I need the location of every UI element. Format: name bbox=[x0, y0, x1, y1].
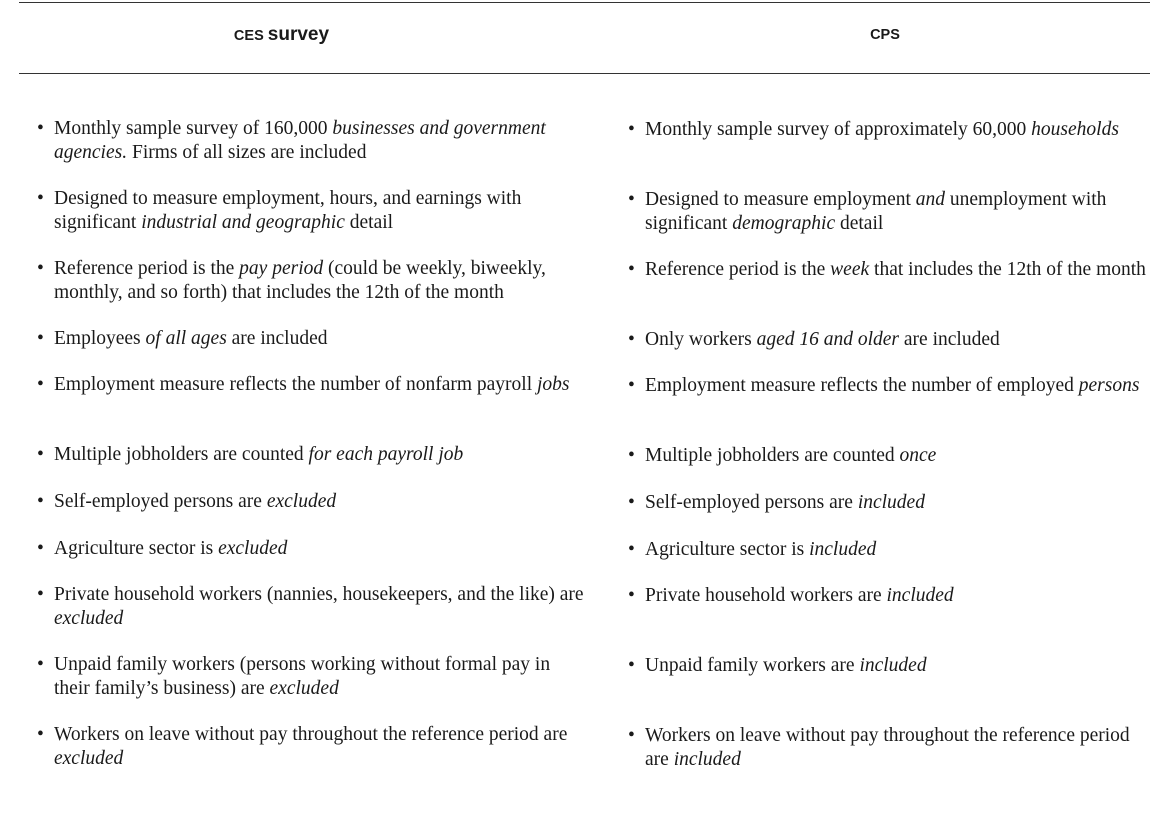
bullet-icon: • bbox=[628, 655, 635, 676]
cps-item-text bbox=[645, 655, 927, 676]
text-run: Self-employed persons are bbox=[54, 491, 267, 512]
cps-list-item bbox=[610, 491, 1155, 515]
italic-text: aged 16 and older bbox=[756, 329, 900, 350]
ces-list-item bbox=[19, 653, 589, 701]
cps-item-text bbox=[645, 492, 925, 513]
text-run: Agriculture sector is bbox=[645, 539, 810, 560]
italic-text: excluded bbox=[269, 678, 339, 699]
cps-list-item bbox=[610, 538, 1155, 562]
ces-item-text bbox=[54, 258, 546, 303]
text-run: that includes the 12th of the month bbox=[869, 259, 1146, 280]
bullet-icon: • bbox=[37, 328, 44, 349]
italic-text: included bbox=[809, 539, 877, 560]
text-run: Employees bbox=[54, 328, 146, 349]
text-run: Only workers bbox=[645, 329, 757, 350]
ces-list-item bbox=[19, 117, 589, 165]
bullet-icon: • bbox=[628, 445, 635, 466]
cps-list-item bbox=[610, 444, 1155, 468]
italic-text: persons bbox=[1078, 375, 1140, 396]
text-run: Unpaid family workers are bbox=[645, 655, 860, 676]
bullet-icon: • bbox=[628, 585, 635, 606]
text-run: Multiple jobholders are counted bbox=[54, 444, 309, 465]
text-run: Monthly sample survey of approximately 60,000 bbox=[645, 119, 1032, 140]
cps-item-text bbox=[645, 585, 954, 606]
cps-item-text bbox=[645, 189, 1106, 234]
ces-item-text bbox=[54, 724, 567, 769]
ces-item-text bbox=[54, 374, 570, 395]
cps-item-text bbox=[645, 259, 1146, 280]
bullet-icon: • bbox=[37, 654, 44, 675]
cps-item-text bbox=[645, 445, 936, 466]
bullet-icon: • bbox=[628, 375, 635, 396]
text-run: (could be weekly, biweekly, monthly, and so forth) that includes the 12th of the month bbox=[54, 258, 546, 303]
ces-list-item bbox=[19, 537, 589, 561]
ces-item-text bbox=[54, 444, 463, 465]
bullet-icon: • bbox=[628, 119, 635, 140]
ces-list-item bbox=[19, 373, 589, 397]
text-run: Firms of all sizes are included bbox=[127, 142, 367, 163]
italic-text: pay period bbox=[239, 258, 324, 279]
italic-text: demographic bbox=[732, 213, 836, 234]
ces-header-prefix: CES bbox=[233, 28, 264, 44]
cps-list-item bbox=[610, 328, 1155, 352]
cps-list-item bbox=[610, 258, 1155, 282]
italic-text: included bbox=[859, 655, 927, 676]
cps-list-item bbox=[610, 118, 1155, 142]
italic-text: for each payroll job bbox=[308, 444, 464, 465]
text-run: Agriculture sector is bbox=[54, 538, 219, 559]
cps-list-item bbox=[610, 584, 1155, 608]
italic-text: excluded bbox=[218, 538, 288, 559]
text-run: Designed to measure employment bbox=[645, 189, 916, 210]
bullet-icon: • bbox=[37, 188, 44, 209]
bullet-icon: • bbox=[37, 584, 44, 605]
top-rule bbox=[19, 2, 1150, 3]
cps-item-text bbox=[645, 539, 876, 560]
text-run: detail bbox=[835, 213, 884, 234]
text-run: are included bbox=[899, 329, 1000, 350]
text-run: Private household workers are bbox=[645, 585, 887, 606]
text-run: are included bbox=[226, 328, 328, 349]
italic-text: households bbox=[1031, 119, 1119, 140]
italic-text: excluded bbox=[54, 748, 124, 769]
bullet-icon: • bbox=[37, 374, 44, 395]
ces-list-item bbox=[19, 257, 589, 305]
header-rule bbox=[19, 73, 1150, 74]
ces-item-text bbox=[54, 654, 550, 699]
cps-list-item bbox=[610, 724, 1155, 772]
italic-text: businesses and government agencies. bbox=[54, 118, 546, 163]
ces-list-item bbox=[19, 327, 589, 351]
cps-header: CPS bbox=[870, 27, 900, 43]
ces-item-text bbox=[54, 118, 546, 163]
cps-item-text bbox=[645, 375, 1139, 396]
bullet-icon: • bbox=[37, 538, 44, 559]
text-run: detail bbox=[344, 212, 394, 233]
ces-list-item bbox=[19, 187, 589, 235]
cps-item-text bbox=[645, 725, 1130, 770]
ces-item-text bbox=[54, 491, 336, 512]
text-run: Reference period is the bbox=[645, 259, 831, 280]
bullet-icon: • bbox=[37, 724, 44, 745]
italic-text: included bbox=[673, 749, 741, 770]
text-run: Monthly sample survey of 160,000 bbox=[54, 118, 333, 139]
ces-item-text bbox=[54, 538, 287, 559]
bullet-icon: • bbox=[628, 725, 635, 746]
text-run: Employment measure reflects the number of employed bbox=[645, 375, 1079, 396]
italic-text: industrial and geographic bbox=[141, 212, 345, 233]
text-run: Designed to measure employment, hours, and earnings with significant bbox=[54, 188, 522, 233]
ces-list-item bbox=[19, 583, 589, 631]
text-run: Reference period is the bbox=[54, 258, 240, 279]
bullet-icon: • bbox=[37, 444, 44, 465]
text-run: Self-employed persons are bbox=[645, 492, 858, 513]
bullet-icon: • bbox=[628, 492, 635, 513]
ces-list-item bbox=[19, 490, 589, 514]
bullet-icon: • bbox=[37, 491, 44, 512]
italic-text: and bbox=[915, 189, 946, 210]
italic-text: once bbox=[899, 445, 937, 466]
italic-text: jobs bbox=[537, 374, 570, 395]
ces-list-item bbox=[19, 723, 589, 771]
ces-item-text bbox=[54, 188, 521, 233]
bullet-icon: • bbox=[37, 258, 44, 279]
text-run: Unpaid family workers (persons working without formal pay in their family’s business) are bbox=[54, 654, 551, 699]
bullet-icon: • bbox=[37, 118, 44, 139]
cps-item-text bbox=[645, 119, 1119, 140]
italic-text: excluded bbox=[54, 608, 124, 629]
ces-item-text bbox=[54, 328, 327, 349]
cps-item-text bbox=[645, 329, 1000, 350]
text-run: Workers on leave without pay throughout the reference period are bbox=[645, 725, 1130, 770]
bullet-icon: • bbox=[628, 329, 635, 350]
italic-text: included bbox=[857, 492, 925, 513]
italic-text: of all ages bbox=[145, 328, 227, 349]
italic-text: included bbox=[886, 585, 954, 606]
bullet-icon: • bbox=[628, 189, 635, 210]
text-run: unemployment with significant bbox=[645, 189, 1107, 234]
italic-text: excluded bbox=[266, 491, 337, 512]
ces-list-item bbox=[19, 443, 589, 467]
ces-header-main: survey bbox=[267, 24, 330, 45]
italic-text: week bbox=[830, 259, 870, 280]
bullet-icon: • bbox=[628, 259, 635, 280]
text-run: Private household workers (nannies, housekeepers, and the like) are bbox=[54, 584, 584, 605]
cps-list-item bbox=[610, 654, 1155, 678]
cps-list-item bbox=[610, 188, 1155, 236]
bullet-icon: • bbox=[628, 539, 635, 560]
cps-list-item bbox=[610, 374, 1155, 398]
text-run: Workers on leave without pay throughout the reference period are bbox=[54, 724, 568, 745]
text-run: Employment measure reflects the number of nonfarm payroll bbox=[54, 374, 538, 395]
ces-item-text bbox=[54, 584, 584, 629]
text-run: Multiple jobholders are counted bbox=[645, 445, 900, 466]
ces-survey-header bbox=[19, 22, 544, 48]
